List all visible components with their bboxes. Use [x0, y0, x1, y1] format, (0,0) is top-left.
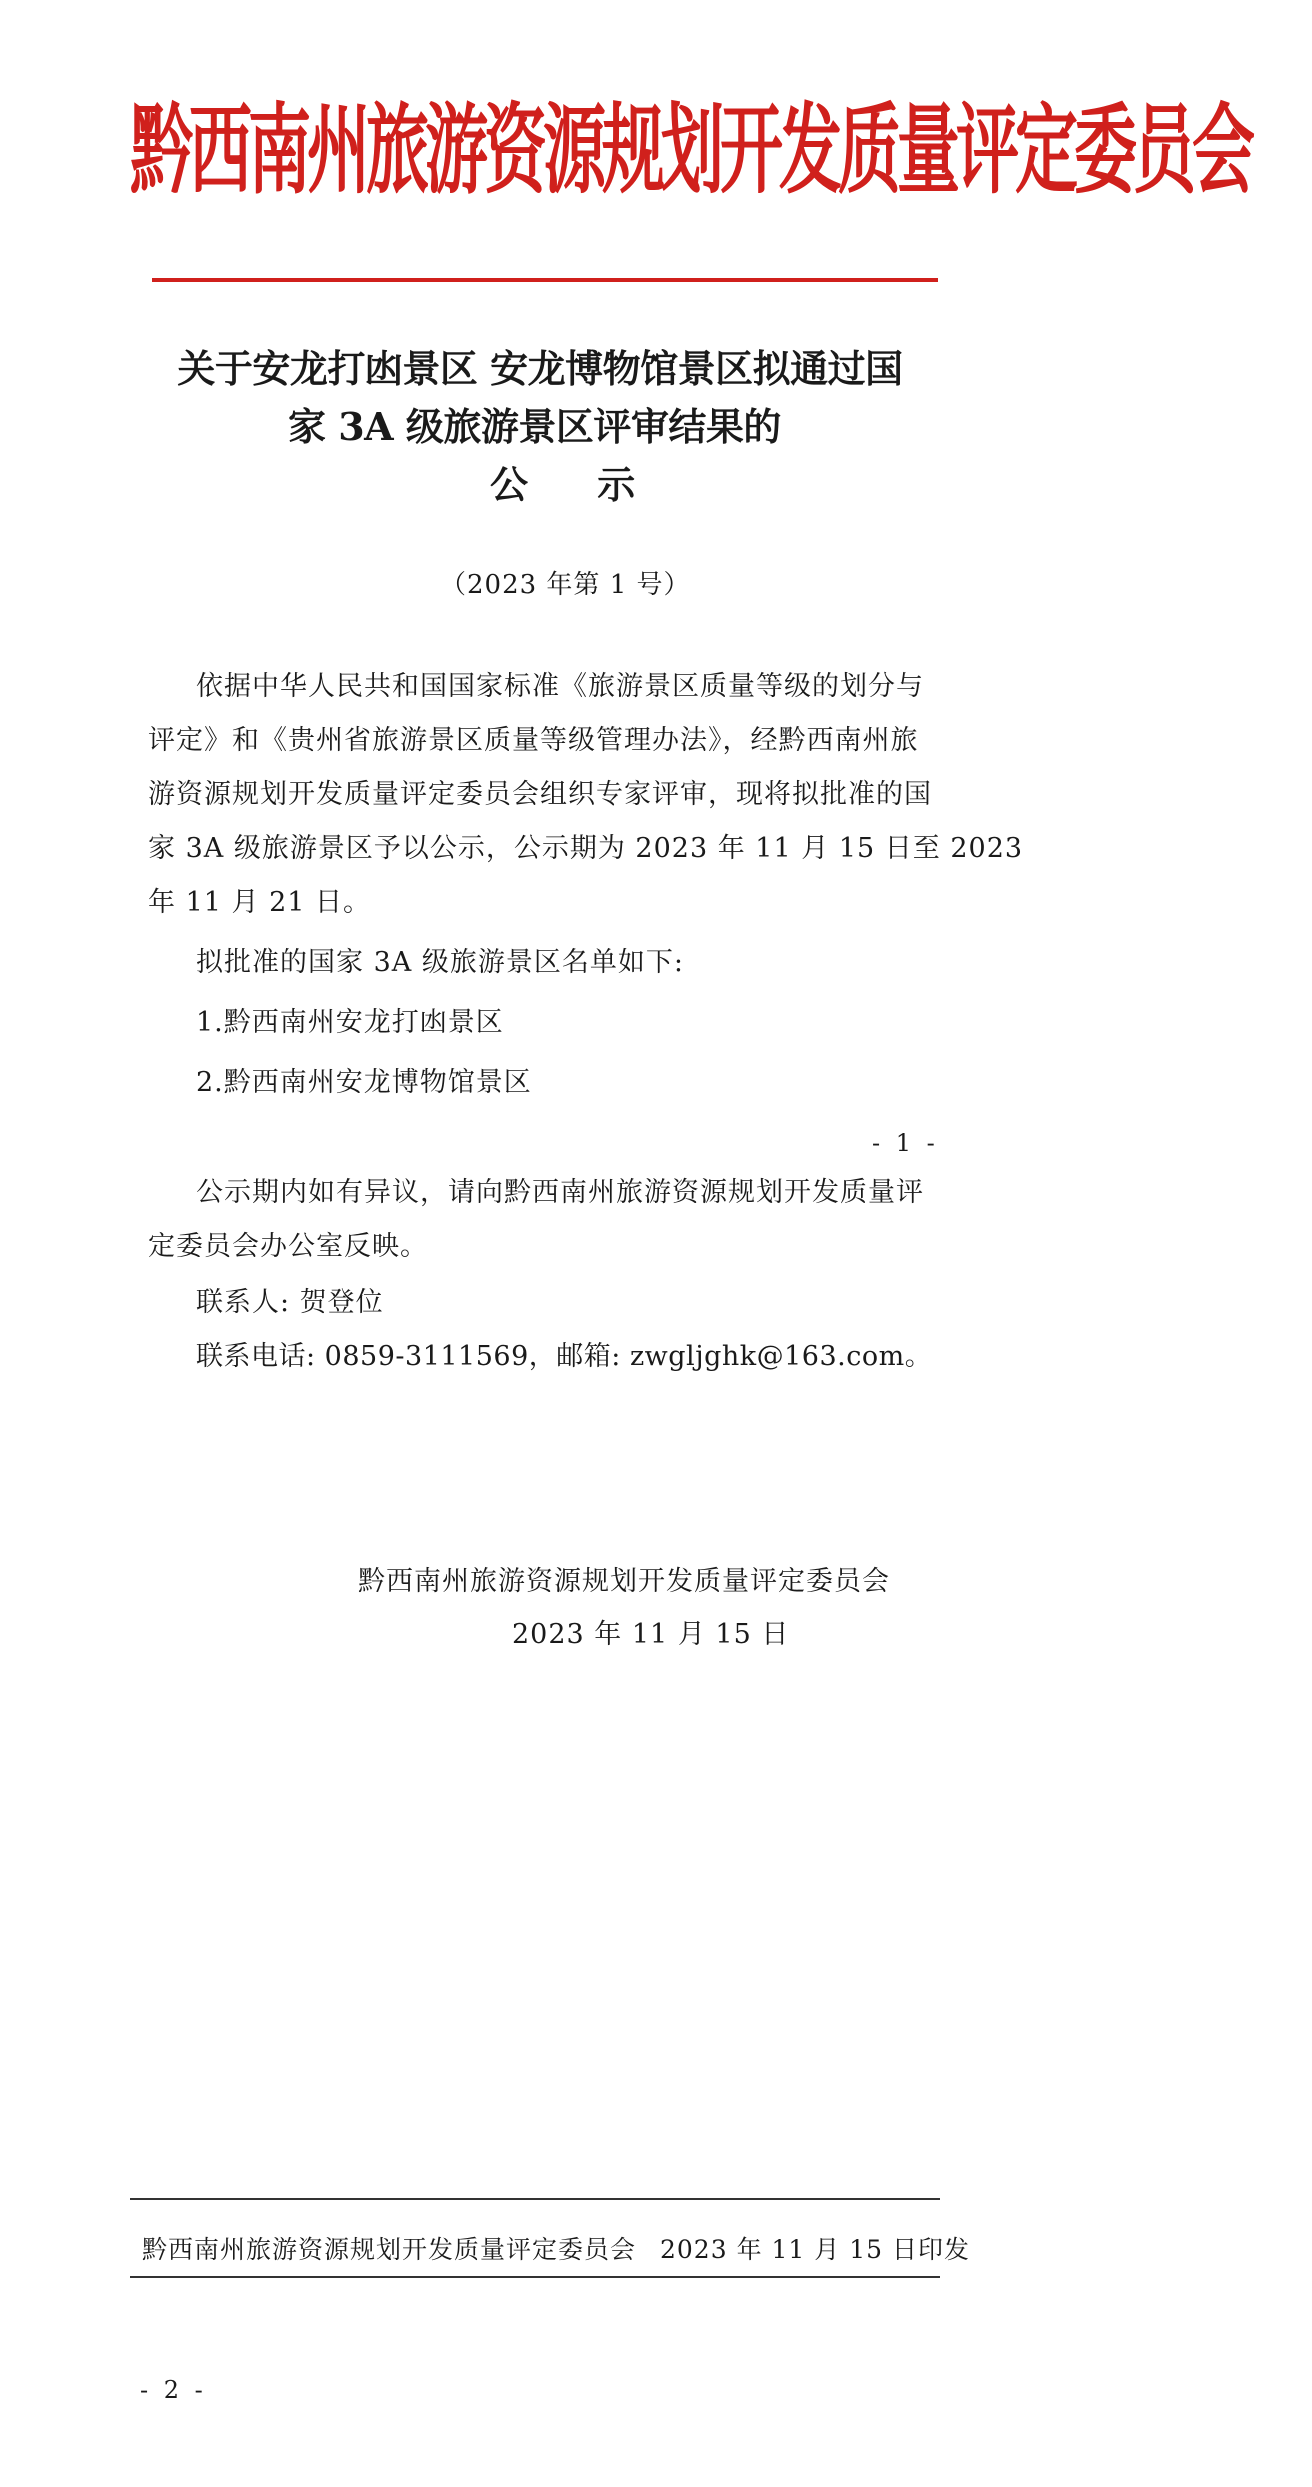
list-item: 1.黔西南州安龙打凼景区: [196, 1007, 504, 1038]
masthead: 黔西南州旅游资源规划开发质量评定委员会: [130, 92, 1251, 208]
doc-title-line-1: 关于安龙打凼景区 安龙博物馆景区拟通过国: [177, 346, 903, 391]
body-line: 年 11 月 21 日。: [148, 887, 372, 918]
page-number: - 2 -: [140, 2376, 207, 2404]
contact-info: 联系电话: 0859-3111569，邮箱: zwgljghk@163.com。: [196, 1341, 933, 1372]
list-intro: 拟批准的国家 3A 级旅游景区名单如下:: [196, 947, 684, 978]
red-divider: [152, 278, 938, 282]
body-line: 家 3A 级旅游景区予以公示，公示期为 2023 年 11 月 15 日至 2023: [148, 833, 1024, 864]
doc-title-line-3: 公 示: [490, 462, 664, 507]
body-line: 评定》和《贵州省旅游景区质量等级管理办法》，经黔西南州旅: [148, 725, 919, 756]
contact-person: 联系人: 贺登位: [196, 1287, 384, 1318]
doc-title-line-2: 家 3A 级旅游景区评审结果的: [288, 404, 781, 449]
body-line: 定委员会办公室反映。: [148, 1231, 428, 1262]
doc-number: （2023 年第 1 号）: [440, 570, 691, 600]
footer-bottom-rule: [130, 2276, 940, 2278]
body-line: 依据中华人民共和国国家标准《旅游景区质量等级的划分与: [196, 671, 924, 702]
body-line: 公示期内如有异议，请向黔西南州旅游资源规划开发质量评: [196, 1177, 924, 1208]
body-line: 游资源规划开发质量评定委员会组织专家评审，现将拟批准的国: [148, 779, 932, 810]
page-number: - 1 -: [872, 1129, 939, 1157]
signature-date: 2023 年 11 月 15 日: [512, 1619, 790, 1650]
list-item: 2.黔西南州安龙博物馆景区: [196, 1067, 532, 1098]
footer-top-rule: [130, 2198, 940, 2200]
footer-issued-date: 2023 年 11 月 15 日印发: [660, 2235, 970, 2264]
footer-org: 黔西南州旅游资源规划开发质量评定委员会: [142, 2235, 637, 2264]
signature-org: 黔西南州旅游资源规划开发质量评定委员会: [358, 1566, 890, 1597]
